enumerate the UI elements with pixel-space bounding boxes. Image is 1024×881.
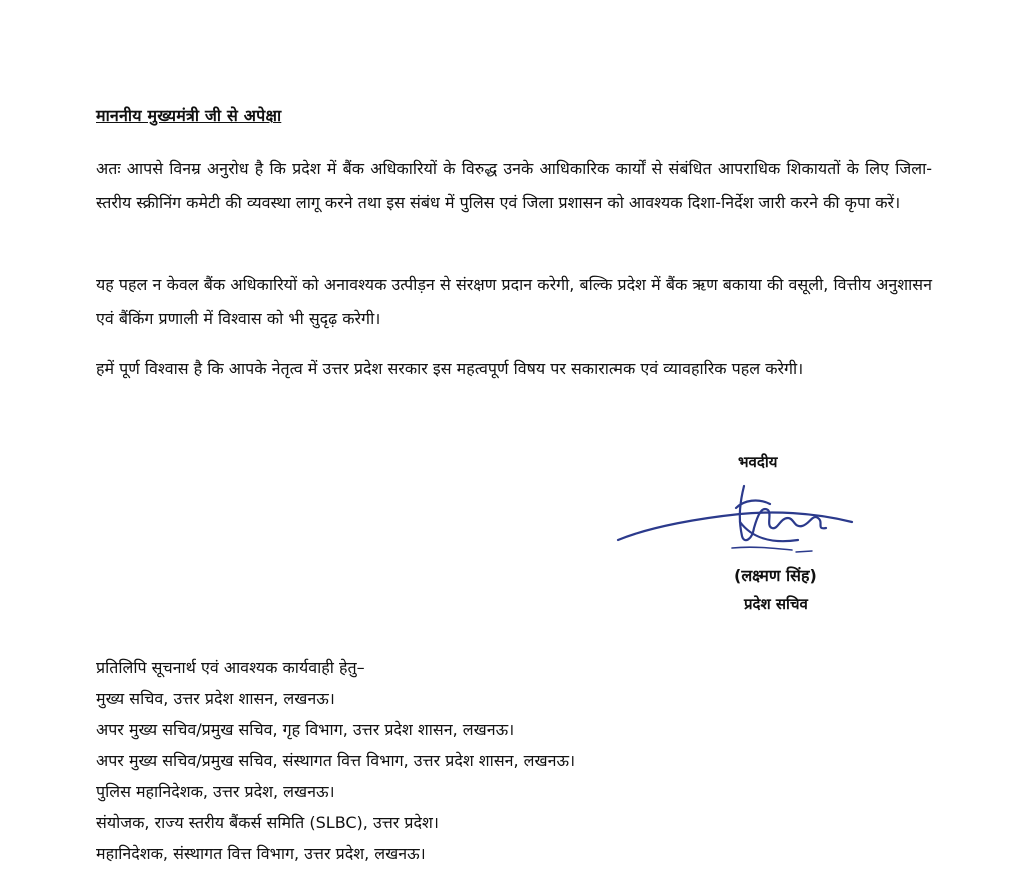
paragraph-confidence: हमें पूर्ण विश्वास है कि आपके नेतृत्व में उत्तर प्रदेश सरकार इस महत्वपूर्ण विषय पर सकारात्मक एवं व्यावहारिक पहल करेगी। <box>96 359 804 378</box>
copy-recipient: अपर मुख्य सचिव/प्रमुख सचिव, गृह विभाग, उत्तर प्रदेश शासन, लखनऊ। <box>96 720 515 739</box>
copy-recipient: मुख्य सचिव, उत्तर प्रदेश शासन, लखनऊ। <box>96 689 335 708</box>
signer-title: प्रदेश सचिव <box>744 595 808 613</box>
copy-recipient: महानिदेशक, संस्थागत वित्त विभाग, उत्तर प्रदेश, लखनऊ। <box>96 844 426 863</box>
copy-recipient: पुलिस महानिदेशक, उत्तर प्रदेश, लखनऊ। <box>96 782 335 801</box>
copy-to-section <box>96 652 976 869</box>
letter-heading: माननीय मुख्यमंत्री जी से अपेक्षा <box>96 106 282 125</box>
signature-image <box>612 478 862 568</box>
copy-recipient: अपर मुख्य सचिव/प्रमुख सचिव, संस्थागत वित्त विभाग, उत्तर प्रदेश शासन, लखनऊ। <box>96 751 576 770</box>
paragraph-benefits: यह पहल न केवल बैंक अधिकारियों को अनावश्यक उत्पीड़न से संरक्षण प्रदान करेगी, बल्कि प्रदेश में बैंक ऋण बकाया की वसूली, वित्तीय अनुशासन एवं बैंकिंग प्रणाली में विश्वास को भी सुदृढ़ करेगी। <box>96 275 932 328</box>
closing-salutation: भवदीय <box>738 453 778 471</box>
paragraph-request: अतः आपसे विनम्र अनुरोध है कि प्रदेश में बैंक अधिकारियों के विरुद्ध उनके आधिकारिक कार्यों से संबंधित आपराधिक शिकायतों के लिए जिला- स्तरीय स्क्रीनिंग कमेटी की व्यवस्था लागू करने तथा इस संबंध में पुलिस एवं जिला प्रशासन को आवश्यक दिशा-निर्देश जारी करने की कृपा करें। <box>96 159 932 212</box>
copy-recipient: संयोजक, राज्य स्तरीय बैंकर्स समिति (SLBC), उत्तर प्रदेश। <box>96 813 439 832</box>
copy-to-heading: प्रतिलिपि सूचनार्थ एवं आवश्यक कार्यवाही हेतु– <box>96 658 365 677</box>
signer-name: (लक्ष्मण सिंह) <box>734 566 817 585</box>
